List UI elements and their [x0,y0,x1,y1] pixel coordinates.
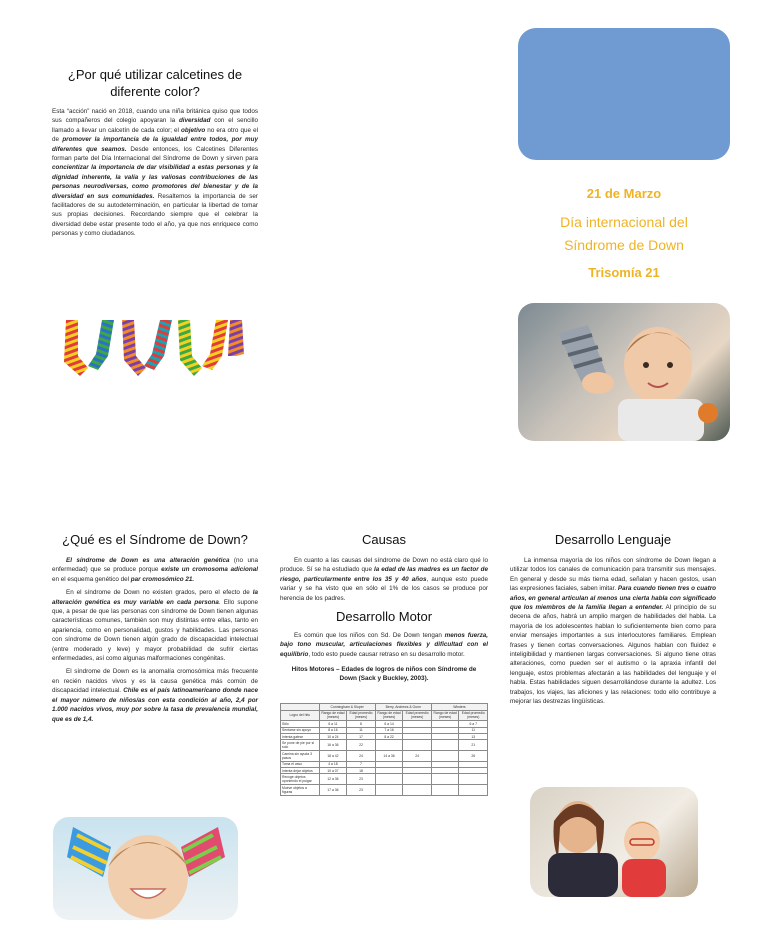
table-cell: 12 a 36 [319,774,347,785]
emphasis-text: la edad de las madres es un factor de riesgo, particularmente entre los 35 y 40 años [280,566,489,583]
motor-title: Desarrollo Motor [335,609,433,625]
table-cell: 14 a 36 [375,751,403,762]
table-column-header: Rango de edad (meses) [375,710,403,721]
child-photo-icon [518,303,730,441]
language-text [510,556,716,707]
body-text: El síndrome de Down es la anomalía cromosómica más frecuente en recién nacidos vivos y es la causa genética más común de discapacidad intelectual. [52,668,258,695]
table-column-header: Edad promedio (meses) [459,710,488,721]
table-group-header: Winders [431,704,487,710]
table-column-header: Edad promedio (meses) [347,710,375,721]
table-cell: 6 a 7 [459,721,488,727]
table-cell: 11 [347,727,375,733]
motor-text [280,631,488,659]
table-cell: Sentarse sin apoyo [281,727,320,733]
table-cell: 8 a 22 [375,734,403,740]
body-text: Desde entonces, los Calcetines Diferentes forman parte del Día Internacional del Síndrome de Down y sirven para [52,145,258,163]
emphasis-text: menos fuerza, bajo tono muscular, articulaciones flexibles y dificultad con el equilibrio [280,632,488,658]
body-text: La inmensa mayoría de los niños con síndrome de Down llegan a utilizar todos los canales de comunicación para transmitir sus mensajes. En general y desde su más tierna edad, señalan y hacen gestos, usan las expresiones faciales, saben imitar. [510,557,716,593]
causes-title: Causas [361,532,407,547]
colorful-socks-illustration [60,316,246,378]
table-cell: 23 [347,774,375,785]
table-cell: 8 a 16 [319,727,347,733]
table-cell: Camina sin ayuda 3 pasos [281,751,320,762]
table-cell [403,740,431,751]
table-cell: 24 [403,751,431,762]
table-cell: 6 a 14 [375,721,403,727]
emphasis-text: El síndrome de Down es una alteración genética [66,557,230,564]
body-text: no era otro que el de [52,126,258,144]
body-text: , aunque esto puede variar y se ha visto que en sólo el 1% de los casos se produce por herencia de los padres. [280,575,488,602]
cover-event-line-2: Síndrome de Down [564,237,684,253]
causes-paragraph [280,556,488,603]
what-is-panel [52,531,258,728]
table-cell [375,740,403,751]
table-row [281,740,488,751]
body-text: . Ello supone que, a pesar de que las personas con síndrome de Down tienen algunas características comunes, también son muy distintas entre ellas, tanto en apariencia, como en personalidad, gustos y habilidades. Las personas con síndrome de Down tienen algún grado de discapacidad intelectual (entre moderado y leve) y mayor probabilidad de sufrir ciertas enfermedades, así como algunas malformaciones congénitas. [52,598,258,663]
table-cell: 16 a 36 [319,740,347,751]
table-group-header: Berry, Andrews & Gunn [375,704,431,710]
cover-event-line-1: Día internacional del [560,214,688,230]
table-row [281,774,488,785]
table-cell: 6 a 11 [319,721,347,727]
table-cell: Recoge objetos oponiendo el pulgar [281,774,320,785]
cover-trisomy: Trisomía 21 [588,265,660,280]
mother-and-child-photo [530,787,698,897]
language-panel [510,531,716,711]
body-text: Al principio de su decena de años, habrá un amplio margen de habilidades del habla. La mayoría de los adolescentes hablan lo suficientemente bien como para enviar mensajes importantes a sus interlocutores familiares. Emplean frases y tienen cortas conversaciones. Algunos hablan con fluidez e inteligibilidad y mantienen largas conversaciones. Si alguno tiene otras alteraciones, como pueden ser el autismo o la apraxia infantil del lenguaje, estos problemas afectarán a las habilidades del lenguaje y el habla. Estas habilidades siguen desarrollándose durante la adultez. Los trabajos, los viajes, las aficiones y las relaciones: todo ello contribuye a mejorar las destrezas lingüísticas. [510,604,717,706]
table-row [281,751,488,762]
table-cell: Intenta gatear [281,734,320,740]
table-cell: 17 a 36 [319,784,347,795]
table-cell [431,784,459,795]
table-cell: 17 [347,734,375,740]
body-text: Es común que los niños con Sd. De Down tengan [294,632,445,640]
table-cell: 13 [459,734,488,740]
table-group-header: Cunningham & Sloper [319,704,375,710]
language-paragraph [510,556,716,707]
what-is-paragraph-3 [52,667,258,723]
causes-panel [280,531,488,796]
emphasis-text: par cromosómico 21. [130,575,195,583]
table-cell: 18 a 42 [319,751,347,762]
body-text: en el esquema genético del [52,575,131,583]
socks-panel-text [52,107,258,239]
table-cell: 26 [459,751,488,762]
girl-photo-icon [53,817,238,920]
table-cell [375,784,403,795]
table-cell: 24 [347,751,375,762]
body-text: con el sencillo llamado a llevar un calcetín de cada color; el [52,117,258,134]
mother-child-photo-icon [530,787,698,897]
emphasis-text: Para cuando tienen tres o cuatro años, en general articulan al menos una cierta habla con significado que los miembros de la familia llegan a entender. [510,585,716,612]
cover-date: 21 de Marzo [586,186,662,201]
table-cell: 10 a 24 [319,734,347,740]
table-cell: 7 a 16 [375,727,403,733]
table-row [281,784,488,795]
what-is-paragraph-2 [52,588,258,663]
child-with-sock-photo [518,303,730,441]
language-title: Desarrollo Lenguaje [554,532,672,547]
body-text: (no una enfermedad) que se produce porque [52,557,258,574]
what-is-text [52,556,258,724]
table-cell [431,774,459,785]
table-cell [403,784,431,795]
table-cell: 4 a 18 [319,761,347,767]
motor-paragraph [280,631,488,659]
table-cell [431,751,459,762]
emphasis-text: objetivo [181,126,206,134]
cover-blue-box [518,28,730,160]
table-cell: 22 [347,740,375,751]
table-column-header: Rango de edad (meses) [319,710,347,721]
emphasis-text: existe un cromosoma adicional [161,566,258,574]
what-is-paragraph-1 [52,556,258,584]
socks-panel [52,66,258,243]
table-cell [431,740,459,751]
table-cell [375,774,403,785]
table-column-header: Edad promedio (meses) [403,710,431,721]
socks-panel-title: ¿Por qué utilizar calcetines de diferente color? [67,67,243,99]
table-cell: Intenta dejar objetos [281,767,320,773]
table-cell [459,784,488,795]
socks-icon [60,316,246,378]
table-cell: Se pone de pie por si solo [281,740,320,751]
body-text: , todo esto puede causar retraso en su desarrollo motor. [308,650,465,658]
emphasis-text: la alteración genética es muy variable en cada persona [52,589,258,606]
table-cell: 10 a 07 [319,767,347,773]
what-is-title: ¿Qué es el Síndrome de Down? [62,532,248,547]
table-cell: 11 [459,727,488,733]
emphasis-text: Chile es el país latinoamericano donde nace el mayor número de niños/as con esta condición al año, 2,4 por 1.000 nacidos vivos, muy por sobre la tasa de prevalencia mundial, que es de 1,4. [52,687,258,723]
emphasis-text: concientizar la importancia de dar visibilidad a estas personas y la dignidad inherente, la valía y las valiosas contribuciones de las personas neurodiversas, como promotores del bienestar y de la diversidad en sus comunidades. [52,164,258,200]
table-cell: Sitio [281,721,320,727]
body-text: En cuanto a las causas del síndrome de Down no está claro qué lo produce. Sí se ha estudiado que [280,557,488,574]
table-cell: 18 [347,767,375,773]
table-cell: 8 [347,721,375,727]
table-column-header: Logro del hito [281,710,320,721]
motor-table [280,703,488,795]
table-cell [459,774,488,785]
table-cell: 23 [347,784,375,795]
socks-paragraph [52,107,258,239]
body-text: Resaltemos la importancia de ser facilitadores de su autodeterminación, en particular la libertad de tomar sus propias decisiones. Recordando siempre que el celebrar la diversidad debe estar presente todo el año, ya que nos enriquece como personas y como ciudadanos. [52,192,258,238]
table-column-header: Rango de edad (meses) [431,710,459,721]
emphasis-text: diversidad [178,117,211,125]
table-cell [403,774,431,785]
causes-text [280,556,488,603]
girl-with-socks-photo [53,817,238,920]
table-cell: Mueve objetos a figuras [281,784,320,795]
body-text: Esta “acción” nació en 2018, cuando una niña británica quiso que todos sus compañeros del colegio apoyaran la [52,108,258,125]
motor-table-caption: Hitos Motores – Edades de logros de niños con Síndrome de Down (Sack y Buckley, 2003). [291,666,477,683]
emphasis-text: promover la importancia de la igualdad entre todos, por muy diferentes que seamos. [52,136,258,153]
table-cell: Toma el vaso [281,761,320,767]
table-cell: 7 [347,761,375,767]
table-cell: 21 [459,740,488,751]
body-text: En el síndrome de Down no existen grados, pero el efecto de [66,589,253,597]
